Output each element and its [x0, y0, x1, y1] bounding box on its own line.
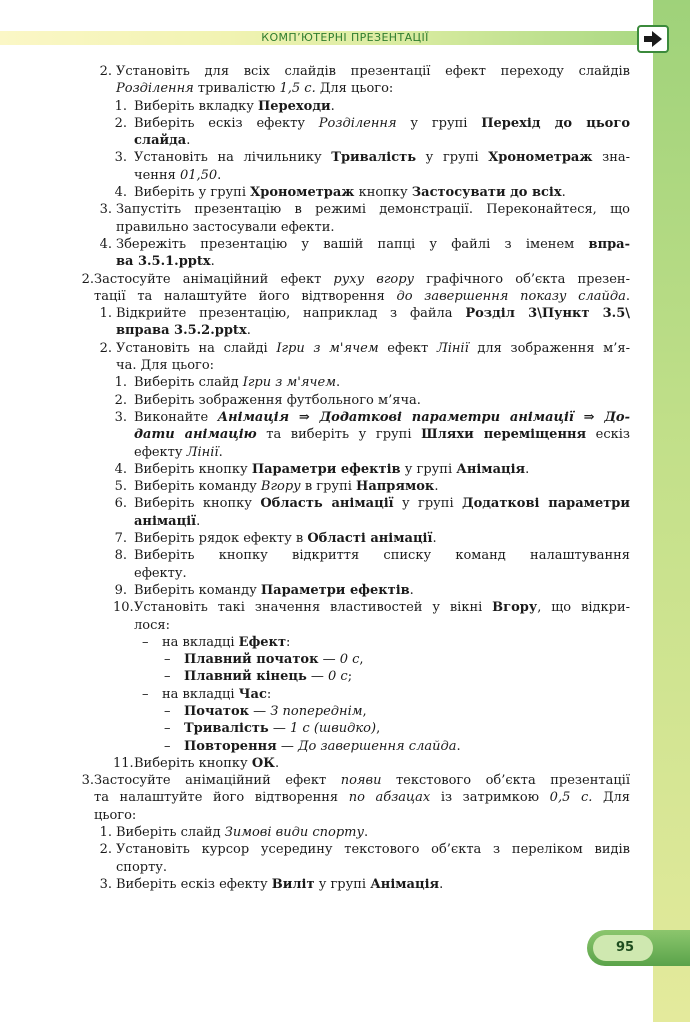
list-item: 11. Виберіть кнопку ОК. [113, 755, 280, 771]
list-item: 8. Виберіть кнопку відкриття списку команд налаштування [114, 548, 630, 564]
text-line: вправа 3.5.2.pptx. [116, 323, 251, 339]
next-page-button[interactable] [637, 25, 669, 53]
list-item: 3. Застосуйте анімаційний ефект появи текстового об’єкта презентації [81, 773, 631, 789]
exercise-text [0, 63, 690, 893]
list-item: 10. Установіть такі значення властивостей у вікні Вгору, що відкри- [113, 600, 630, 616]
text-line: лося: [134, 617, 170, 633]
text-line: ефекту Лінії. [134, 444, 223, 460]
list-item: – Повторення — До завершення слайда. [164, 738, 461, 754]
text-line: правильно застосували ефекти. [116, 219, 335, 235]
list-item: – Плавний кінець — 0 с; [164, 669, 353, 685]
text-line: чення 01,50. [134, 167, 222, 183]
list-item: 3. Виберіть ескіз ефекту Виліт у групі Анімація. [99, 876, 444, 892]
text-line: анімації. [134, 513, 201, 529]
list-item: – на вкладці Час: [142, 686, 272, 702]
list-item: 1. Виберіть вкладку Переходи. [114, 98, 335, 114]
text-line: Розділення тривалістю 1,5 с. Для цього: [116, 81, 394, 97]
list-item: 3. Запустіть презентацію в режимі демонстрації. Переконайтеся, що [99, 202, 630, 218]
list-item: 2. Виберіть зображення футбольного м’яча. [114, 392, 421, 408]
arrow-right-icon [639, 27, 667, 51]
list-item: – на вкладці Ефект: [142, 634, 291, 650]
text-line: ва 3.5.1.pptx. [116, 254, 215, 270]
text-line: та налаштуйте його відтворення по абзацах із затримкою 0,5 с. Для [94, 790, 630, 806]
list-item: 2. Установіть на слайді Ігри з м'ячем ефект Лінії для зображення м’я- [99, 340, 630, 356]
list-item: 2. Виберіть ескіз ефекту Розділення у групі Перехід до цього [114, 115, 630, 131]
text-line: дати анімацію та виберіть у групі Шляхи переміщення ескіз [134, 427, 631, 443]
list-item: 2. Установіть курсор усередину текстового об’єкта з переліком видів [99, 842, 630, 858]
list-item: 4. Виберіть кнопку Параметри ефектів у групі Анімація. [114, 461, 530, 477]
text-line: ефекту. [134, 565, 187, 581]
list-item: 2. Установіть для всіх слайдів презентації ефект переходу слайдів [99, 64, 630, 79]
list-item: 7. Виберіть рядок ефекту в Області анімації. [114, 531, 437, 547]
list-item: 1. Виберіть слайд Ігри з м'ячем. [114, 375, 341, 391]
section-title: КОМП’ЮТЕРНІ ПРЕЗЕНТАЦІЇ [261, 31, 429, 44]
list-item: 9. Виберіть команду Параметри ефектів. [114, 582, 414, 598]
list-item: – Плавний початок — 0 с, [164, 652, 364, 668]
list-item: 3. Виконайте Анімація ⇒ Додаткові параметри анімації ⇒ До- [114, 409, 630, 425]
text-line: тації та налаштуйте його відтворення до завершення показу слайда. [94, 288, 630, 304]
list-item: 4. Виберіть у групі Хронометраж кнопку Застосувати до всіх. [114, 185, 566, 201]
list-item: 5. Виберіть команду Вгору в групі Напрямок. [114, 479, 439, 495]
page-number-badge [587, 930, 690, 966]
text-line: цього: [94, 807, 137, 823]
page-number: 95 [615, 940, 635, 955]
list-item: 6. Виберіть кнопку Область анімації у групі Додаткові параметри [114, 496, 631, 512]
list-item: 3. Установіть на лічильнику Тривалість у групі Хронометраж зна- [114, 150, 631, 166]
text-line: слайда. [134, 133, 191, 149]
text-line: ча. Для цього: [116, 358, 215, 374]
list-item: – Початок — З попереднім, [164, 703, 367, 719]
list-item: 1. Виберіть слайд Зимові види спорту. [99, 825, 369, 841]
list-item: 1. Відкрийте презентацію, наприклад з файла Розділ 3\Пункт 3.5\ [99, 306, 630, 322]
list-item: 2. Застосуйте анімаційний ефект руху вгору графічного об’єкта презен- [81, 271, 630, 287]
text-line: спорту. [116, 859, 168, 875]
list-item: – Тривалість — 1 с (швидко), [164, 721, 381, 737]
list-item: 4. Збережіть презентацію у вашій папці у файлі з іменем впра- [99, 236, 630, 252]
